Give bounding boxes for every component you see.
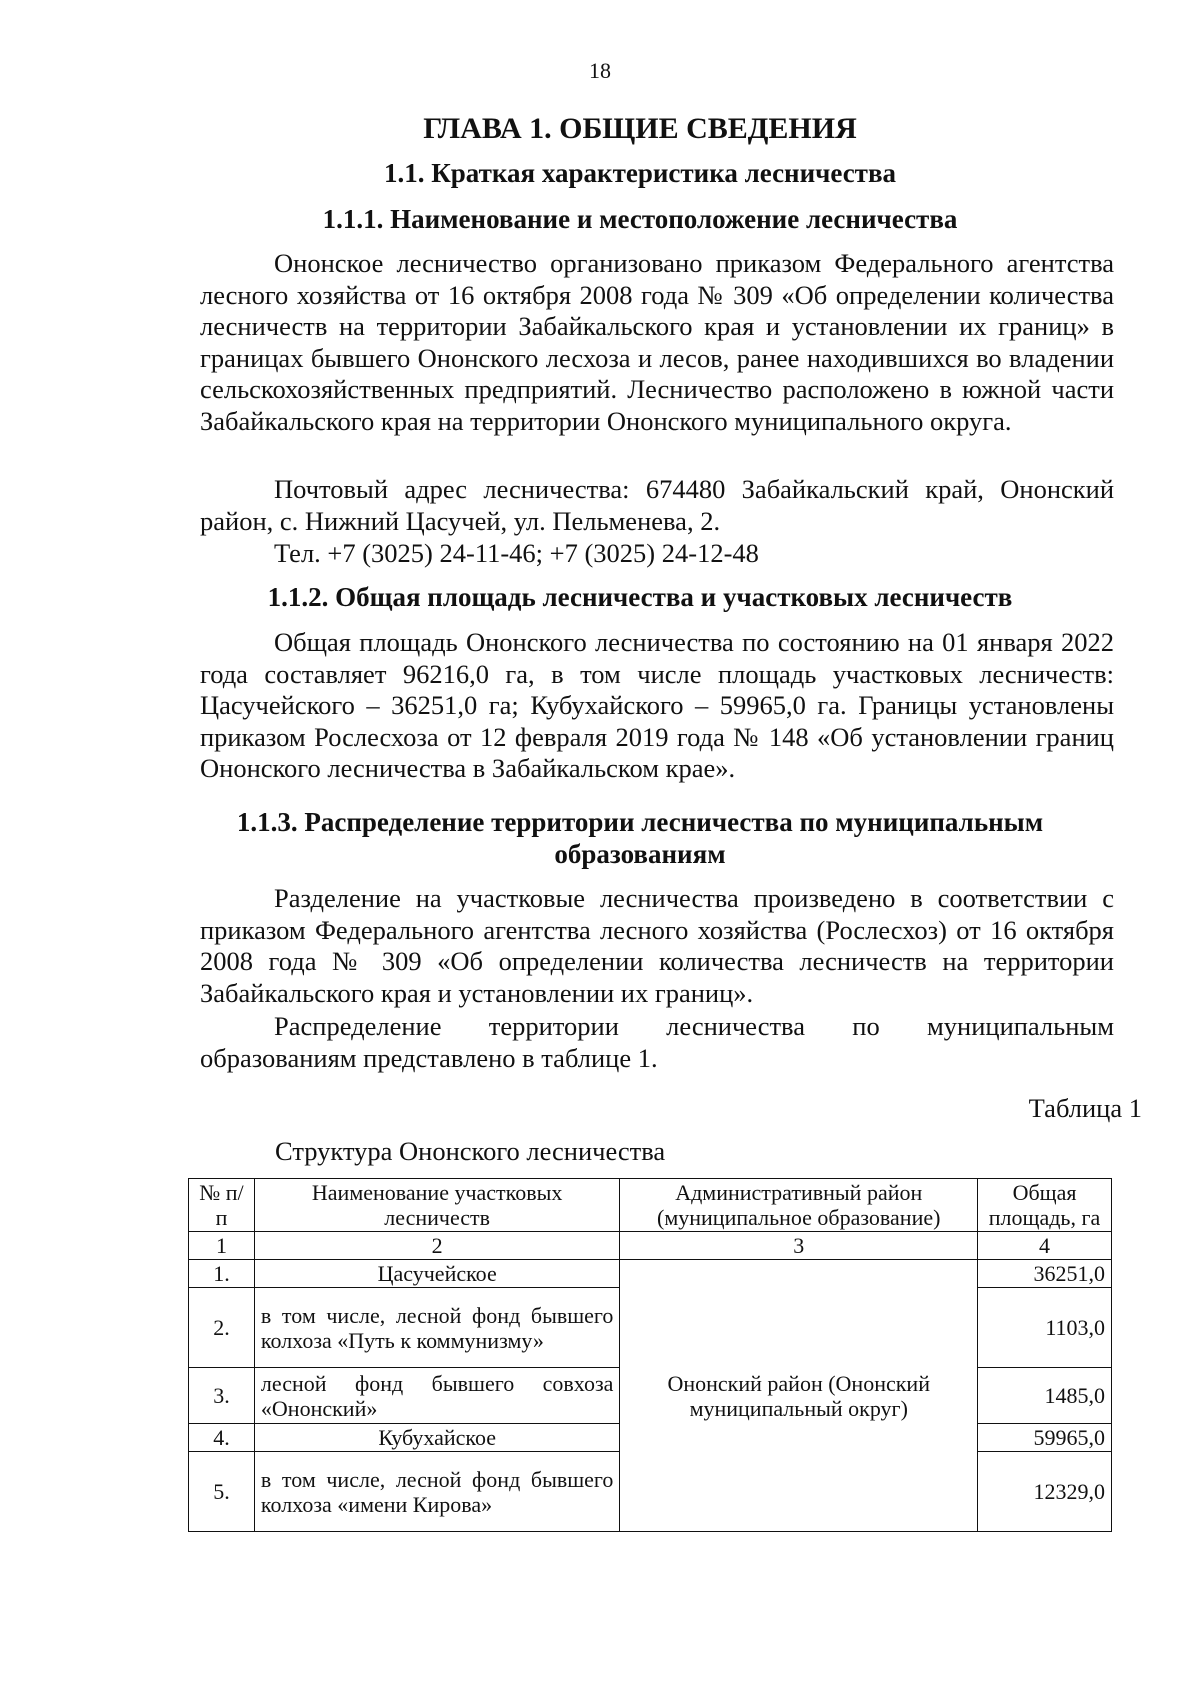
column-number: 3 — [620, 1232, 978, 1260]
row-number: 2. — [189, 1288, 255, 1368]
header-name: Наименование участковых лесничеств — [254, 1179, 620, 1232]
table-number: Таблица 1 — [1028, 1093, 1142, 1123]
paragraph-division: Разделение на участковые лесничества произведено в соответствии с приказом Федерального агентства лесного хозяйства (Рослесхоз) от 16 октября 2008 года № 309 «Об определении количества лесничеств на территории Забайкальского края и установлении их границ». — [200, 883, 1114, 1008]
row-area: 12329,0 — [978, 1452, 1112, 1532]
paragraph-organization: Ононское лесничество организовано приказом Федерального агентства лесного хозяйства от 16 октября 2008 года № 309 «Об определении количества лесничеств на территории Забайкальского края и установлении их границ» в границах бывшего Ононского лесхоза и лесов, ранее находившихся во владении сельскохозяйственных предприятий. Лесничество расположено в южной части Забайкальского края на территории Ононского муниципального округа. — [200, 248, 1114, 436]
row-area: 36251,0 — [978, 1260, 1112, 1288]
paragraph-distribution: Распределение территории лесничества по муниципальным образованиям представлено в таблице 1. — [200, 1011, 1114, 1073]
section-heading-1-1-1: 1.1.1. Наименование и местоположение лесничества — [322, 204, 958, 234]
header-district: Административный район (муниципальное образование) — [620, 1179, 978, 1232]
paragraph-phone: Тел. +7 (3025) 24-11-46; +7 (3025) 24-12-48 — [274, 538, 759, 568]
row-name: Кубухайское — [254, 1424, 620, 1452]
column-number: 4 — [978, 1232, 1112, 1260]
row-name: в том числе, лесной фонд бывшего колхоза «Путь к коммунизму» — [254, 1288, 620, 1368]
row-number: 4. — [189, 1424, 255, 1452]
structure-table — [188, 1178, 1112, 1532]
row-number: 5. — [189, 1452, 255, 1532]
page-number: 18 — [589, 58, 611, 83]
row-number: 1. — [189, 1260, 255, 1288]
table-title: Структура Ононского лесничества — [275, 1136, 666, 1166]
section-heading-1-1-2: 1.1.2. Общая площадь лесничества и участковых лесничеств — [267, 582, 1013, 612]
table-column-numbers-row — [189, 1232, 1112, 1260]
section-heading-1-1-3: 1.1.3. Распределение территории лесничества по муниципальным образованиям — [236, 807, 1044, 869]
row-name: в том числе, лесной фонд бывшего колхоза «имени Кирова» — [254, 1452, 620, 1532]
section-heading-1-1: 1.1. Краткая характеристика лесничества — [383, 158, 897, 188]
table-header-row — [189, 1179, 1112, 1232]
row-area: 59965,0 — [978, 1424, 1112, 1452]
row-name: Цасучейское — [254, 1260, 620, 1288]
chapter-title: ГЛАВА 1. ОБЩИЕ СВЕДЕНИЯ — [423, 112, 857, 145]
column-number: 2 — [254, 1232, 620, 1260]
header-number: № п/п — [189, 1179, 255, 1232]
paragraph-total-area: Общая площадь Ононского лесничества по состоянию на 01 января 2022 года составляет 96216,0 га, в том числе площадь участковых лесничеств: Цасучейского – 36251,0 га; Кубухайского – 59965,0 га. Границы установлены приказом Рослесхоза от 12 февраля 2019 года № 148 «Об установлении границ Ононского лесничества в Забайкальском крае». — [200, 627, 1114, 783]
table-row — [189, 1260, 1112, 1288]
header-area: Общая площадь, га — [978, 1179, 1112, 1232]
column-number: 1 — [189, 1232, 255, 1260]
paragraph-postal-address: Почтовый адрес лесничества: 674480 Забайкальский край, Ононский район, с. Нижний Цасучей, ул. Пельменева, 2. — [200, 474, 1114, 536]
row-name: лесной фонд бывшего совхоза «Ононский» — [254, 1368, 620, 1424]
row-area: 1485,0 — [978, 1368, 1112, 1424]
row-area: 1103,0 — [978, 1288, 1112, 1368]
row-district: Ононский район (Ононский муниципальный округ) — [620, 1260, 978, 1532]
row-number: 3. — [189, 1368, 255, 1424]
